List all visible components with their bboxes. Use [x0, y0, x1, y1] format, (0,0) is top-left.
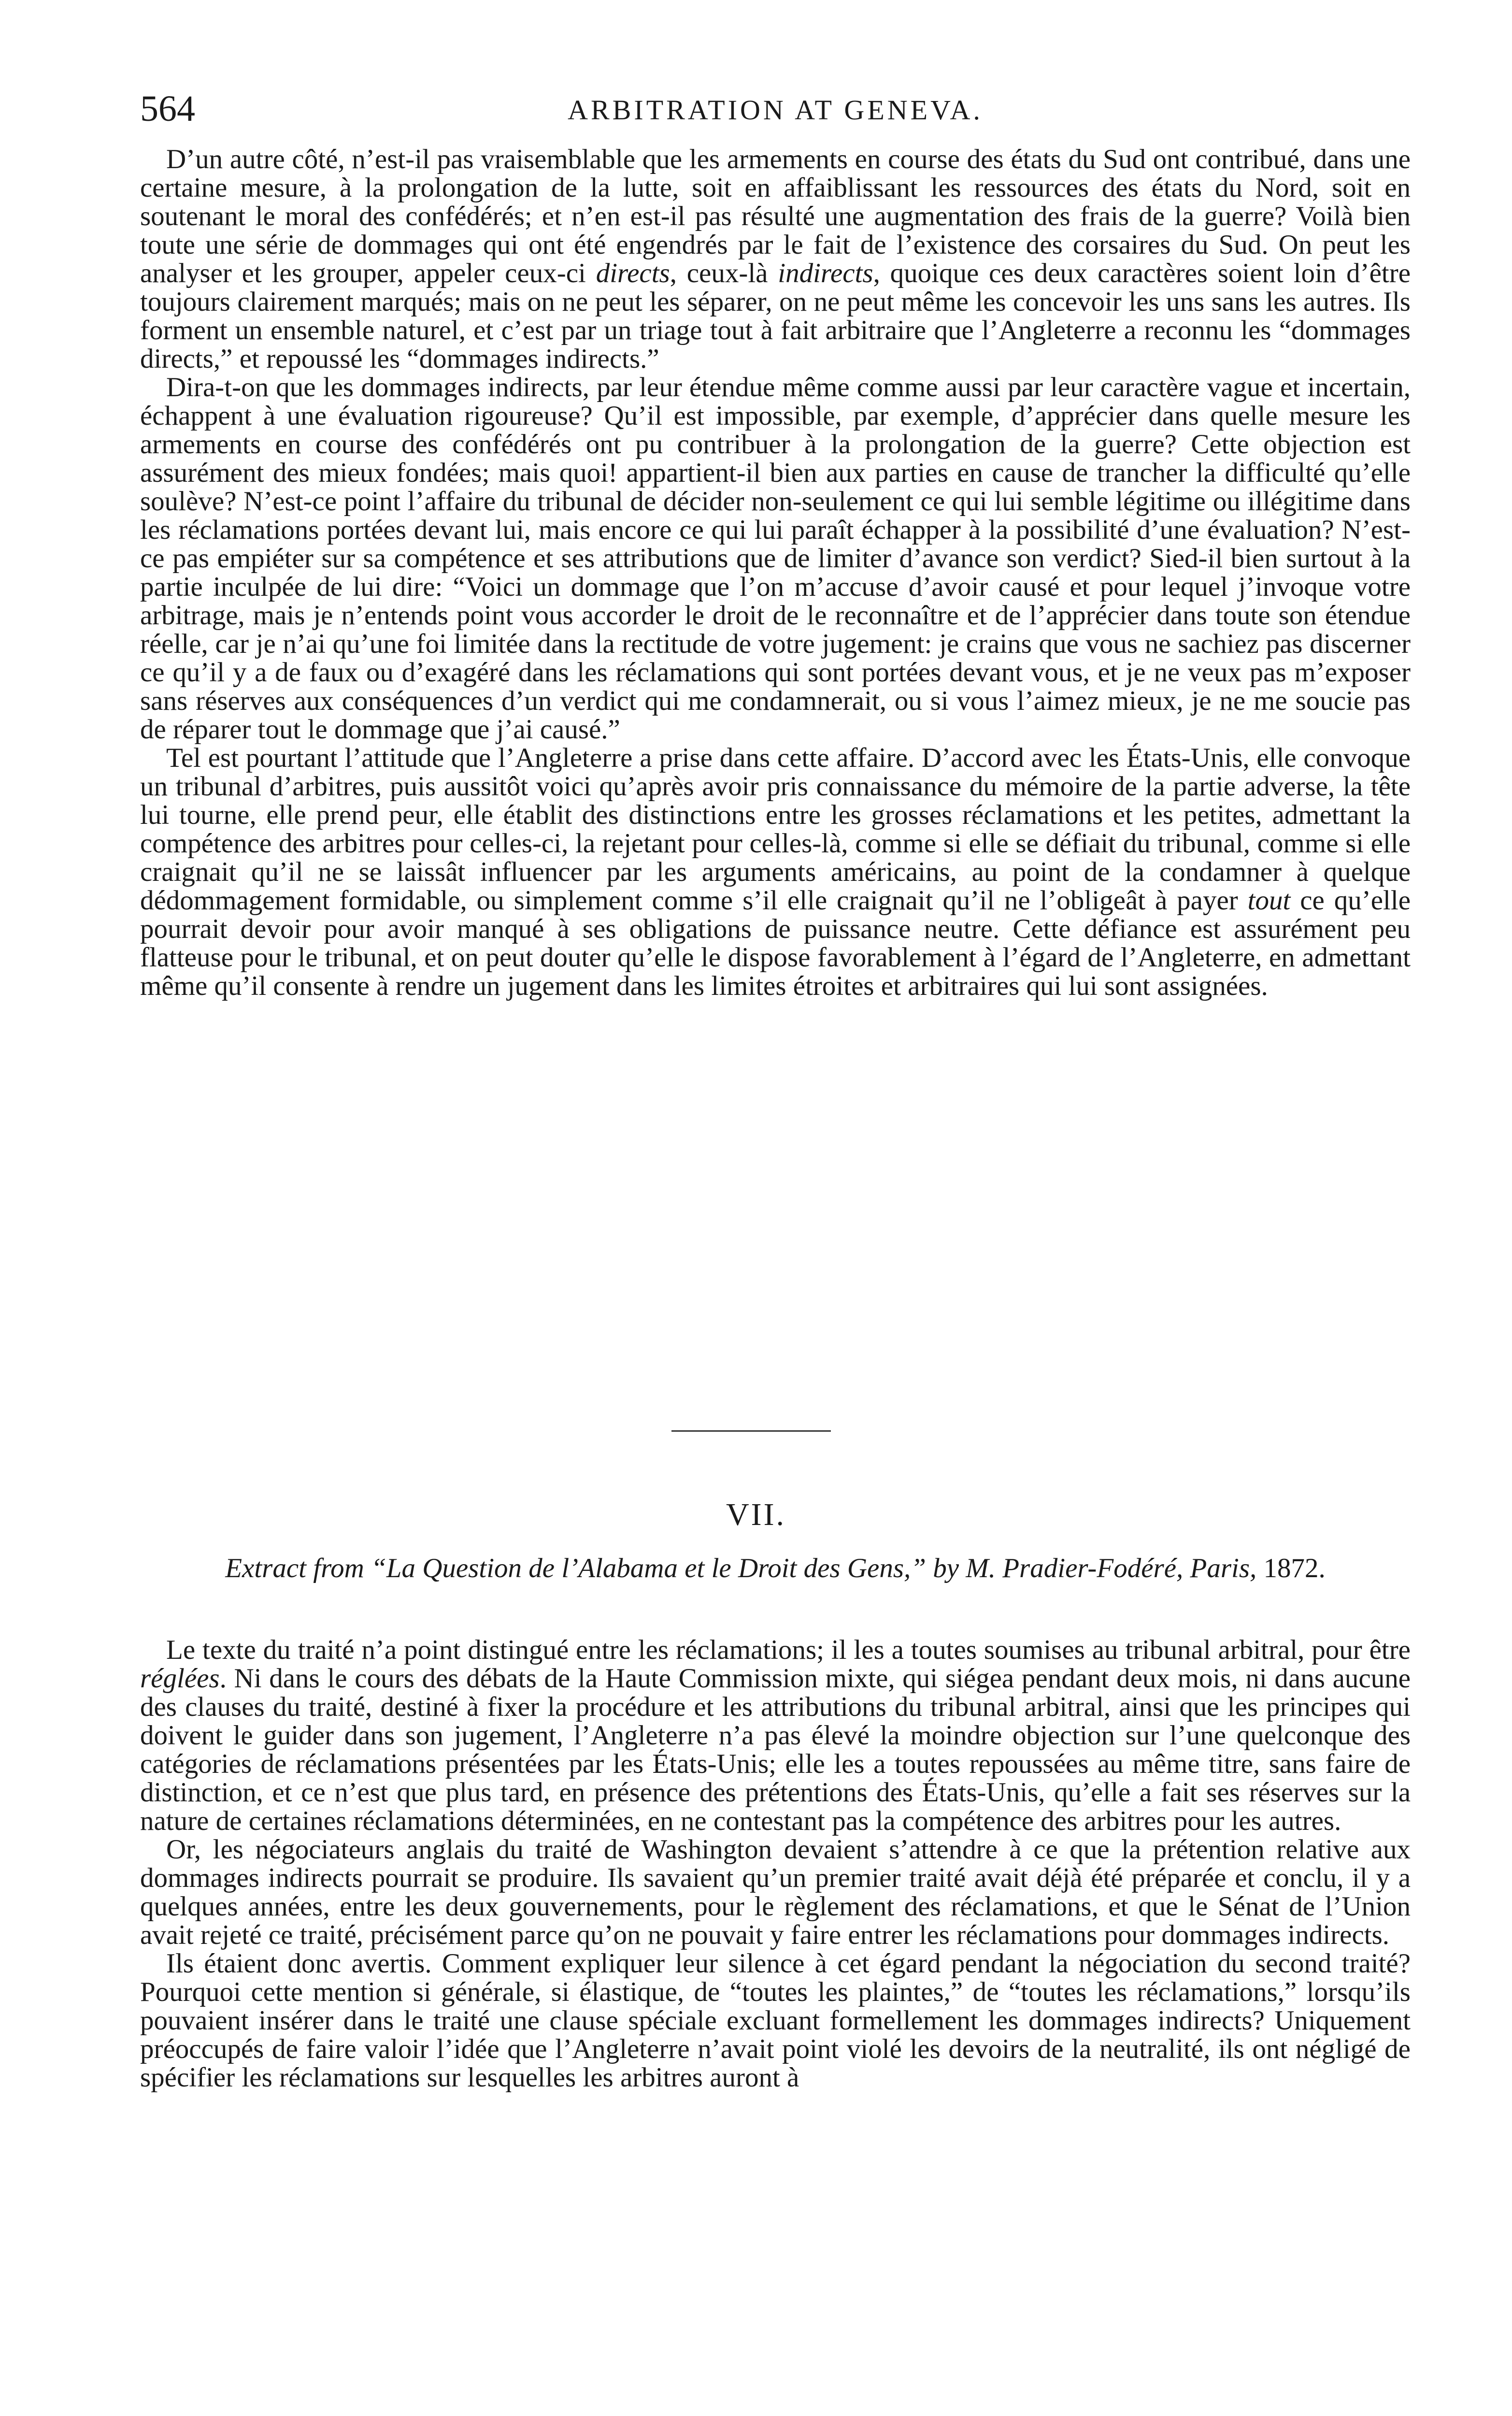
lower-body-text [140, 1636, 1411, 2092]
paragraph [140, 373, 1411, 744]
text-run: Ils étaient donc avertis. Comment expliquer leur silence à cet égard pendant la négociation du second traité? Pourquoi cette mention si générale, si élastique, de “toutes les plaintes,” de “toutes les réclamations,” lorsqu’ils pouvaient insérer dans le traité une clause spéciale excluant formellement les dommages indirects? Uniquement préoccupés de faire valoir l’idée que l’Angleterre n’avait point violé les devoirs de la neutralité, ils ont négligé de spécifier les réclamations sur lesquelles les arbitres auront à [140, 1948, 1411, 2093]
page-number: 564 [140, 88, 195, 129]
italic-text: indirects [778, 258, 873, 288]
text-run: , ceux-là [670, 258, 778, 288]
paragraph [140, 1949, 1411, 2092]
paragraph [140, 744, 1411, 1000]
text-run: 1872. [1256, 1553, 1326, 1583]
running-head [140, 87, 1411, 130]
italic-text: tout [1247, 885, 1291, 916]
text-run: . Ni dans le cours des débats de la Haute Commission mixte, qui siégea pendant deux mois, ni dans aucune des clauses du traité, destiné à fixer la procédure et les attributions du tribunal arbitral, ainsi que les principes qui doivent le guider dans son jugement, l’Angleterre n’a pas élevé la moindre objection sur l’une quelconque des catégories de réclamations présentées par les États-Unis; elle les a toutes repoussées au même titre, sans faire de distinction, et ce n’est que plus tard, en présence des prétentions des États-Unis, qu’elle a fait ses réserves sur la nature de certaines réclamations déterminées, en ne contestant pas la compétence des arbitres pour les autres. [140, 1663, 1411, 1836]
paragraph [140, 1835, 1411, 1949]
upper-body-text [140, 145, 1411, 1000]
section-caption [140, 1553, 1411, 1583]
text-run: Tel est pourtant l’attitude que l’Angleterre a prise dans cette affaire. D’accord avec les États-Unis, elle convoque un tribunal d’arbitres, puis aussitôt voici qu’après avoir pris connaissance du mémoire de la partie adverse, la tête lui tourne, elle prend peur, elle établit des distinctions entre les grosses réclamations et les petites, admettant la compétence des arbitres pour celles-ci, la rejetant pour celles-là, comme si elle se défiait du tribunal, comme si elle craignait qu’il ne se laissât influencer par les arguments américains, au point de la condamner à quelque dédommagement formidable, ou simplement comme s’il elle craignait qu’il ne l’obligeât à payer [140, 743, 1411, 916]
italic-text: directs [596, 258, 670, 288]
running-title: ARBITRATION AT GENEVA. [568, 94, 983, 126]
paragraph [140, 145, 1411, 373]
paragraph [140, 1636, 1411, 1835]
italic-text: réglées [140, 1663, 220, 1694]
text-run: D’un autre côté, n’est-il pas vraisemblable que les armements en course des états du Sud ont contribué, dans une certaine mesure, à la prolongation de la lutte, soit en affaiblissant les ressources des états du Nord, soit en soutenant le moral des confédérés; et n’en est-il pas résulté une augmentation des frais de la guerre? Voilà bien toute une série de dommages qui ont été engendrés par le fait de l’existence des corsaires du Sud. On peut les analyser et les grouper, appeler ceux-ci [140, 144, 1411, 288]
text-run: Dira-t-on que les dommages indirects, par leur étendue même comme aussi par leur caractère vague et incertain, échappent à une évaluation rigoureuse? Qu’il est impossible, par exemple, d’apprécier dans quelle mesure les armements en course des confédérés ont pu contribuer à la prolongation de la guerre? Cette objection est assurément des mieux fondées; mais quoi! appartient-il bien aux parties en cause de trancher la difficulté qu’elle soulève? N’est-ce point l’affaire du tribunal de décider non-seulement ce qui lui semble légitime ou illégitime dans les réclamations portées devant lui, mais encore ce qui lui paraît échapper à la possibilité d’une évaluation? N’est-ce pas empiéter sur sa compétence et ses attributions que de limiter d’avance son verdict? Sied-il bien surtout à la partie inculpée de lui dire: “Voici un dommage que l’on m’accuse d’avoir causé et pour lequel j’invoque votre arbitrage, mais je n’entends point vous accorder le droit de le reconnaître et de l’apprécier dans toute son étendue réelle, car je n’ai qu’une foi limitée dans la rectitude de votre jugement: je crains que vous ne sachiez pas discerner ce qu’il y a de faux ou d’exagéré dans les réclamations qui sont portées devant vous, et je ne veux pas m’exposer sans réserves aux conséquences d’un verdict qui me condamnerait, ou si vous l’aimez mieux, je ne me soucie pas de réparer tout le dommage que j’ai causé.” [140, 372, 1411, 745]
section-divider [671, 1430, 831, 1432]
text-run: Or, les négociateurs anglais du traité de Washington devaient s’attendre à ce que la prétention relative aux dommages indirects pourrait se produire. Ils savaient qu’un premier traité avait déjà été préparée et conclu, il y a quelques années, entre les deux gouvernements, pour le règlement des réclamations, et que le Sénat de l’Union avait rejeté ce traité, précisément parce qu’on ne pouvait y faire entrer les réclamations pour dommages indirects. [140, 1834, 1411, 1950]
text-run: Le texte du traité n’a point distingué entre les réclamations; il les a toutes soumises au tribunal arbitral, pour être [166, 1635, 1411, 1665]
text-run: , quoique ces deux caractères soient loin d’être toujours clairement marqués; mais on ne peut les séparer, on ne peut même les concevoir les uns sans les autres. Ils forment un ensemble naturel, et c’est par un triage tout à fait arbitraire que l’Angleterre a reconnu les “dommages directs,” et repoussé les “dommages indirects.” [140, 258, 1411, 374]
italic-text: Extract from “La Question de l’Alabama et le Droit des Gens,” by M. Pradier-Fodéré, Paris, [225, 1553, 1257, 1583]
text-run: ce qu’elle pourrait devoir pour avoir manqué à ses obligations de puissance neutre. Cette défiance est assurément peu flatteuse pour le tribunal, et on peut douter qu’elle le dispose favorablement à l’égard de l’Angleterre, en admettant même qu’il consente à rendre un jugement dans les limites étroites et arbitraires qui lui sont assignées. [140, 885, 1411, 1001]
section-number: VII. [726, 1497, 786, 1532]
